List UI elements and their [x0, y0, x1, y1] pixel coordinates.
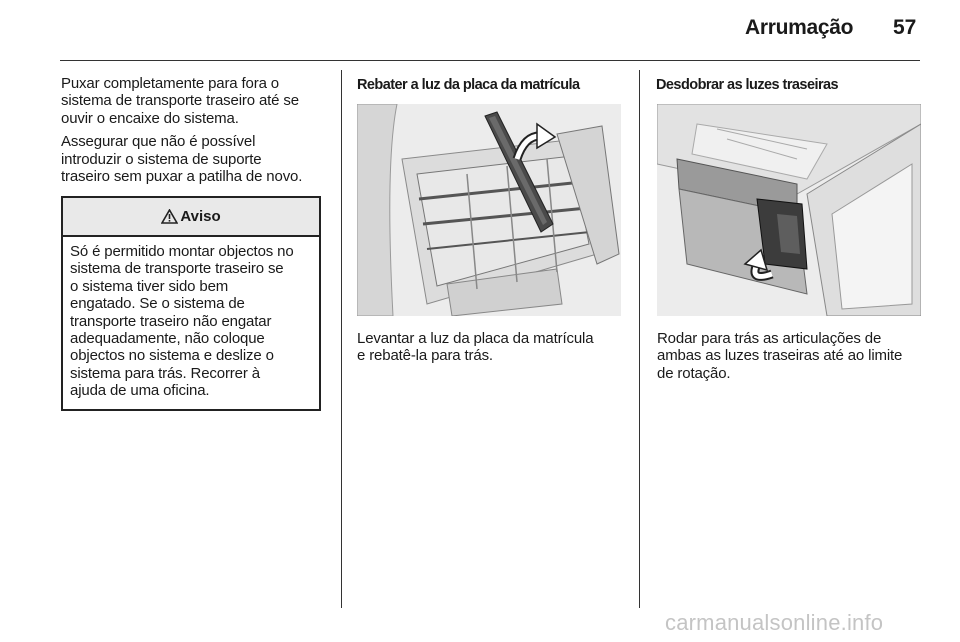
warning-text: Só é permitido montar objectos no sistema de transporte traseiro se o sistema tiver sido bem engatado. Se o sistema de transporte traseiro não engatar adequadamente, não coloque objectos no sistema e deslize o sistema para trás. Recorrer à ajuda de uma oficina.	[70, 243, 294, 400]
page-number: 57	[893, 16, 917, 39]
rear-lights-unfold-illustration	[657, 104, 921, 316]
header-rule	[60, 60, 920, 61]
column-right	[656, 75, 922, 103]
section-heading: Rebater a luz da placa da matrícula	[357, 77, 580, 93]
illustration-caption: Levantar a luz da placa da matrícula e rebatê-la para trás.	[357, 330, 594, 365]
section-heading: Desdobrar as luzes traseiras	[656, 77, 839, 93]
paragraph: Assegurar que não é possível introduzir o sistema de suporte traseiro sem puxar a patilha de novo.	[61, 133, 303, 186]
warning-triangle-icon	[161, 209, 178, 224]
column-divider	[639, 70, 640, 608]
column-divider	[341, 70, 342, 608]
warning-title: Aviso	[180, 208, 221, 225]
illustration-caption: Rodar para trás as articulações de ambas as luzes traseiras até ao limite de rotação.	[657, 330, 903, 382]
column-middle	[357, 75, 625, 103]
warning-box	[61, 196, 321, 411]
paragraph: Puxar completamente para fora o sistema de transporte traseiro até se ouvir o encaixe do sistema.	[61, 75, 299, 127]
watermark: carmanualsonline.info	[665, 610, 884, 635]
warning-header	[63, 198, 319, 237]
page-header	[0, 0, 960, 62]
section-title: Arrumação	[745, 16, 854, 39]
licence-plate-light-fold-illustration	[357, 104, 621, 316]
column-left	[61, 75, 326, 191]
